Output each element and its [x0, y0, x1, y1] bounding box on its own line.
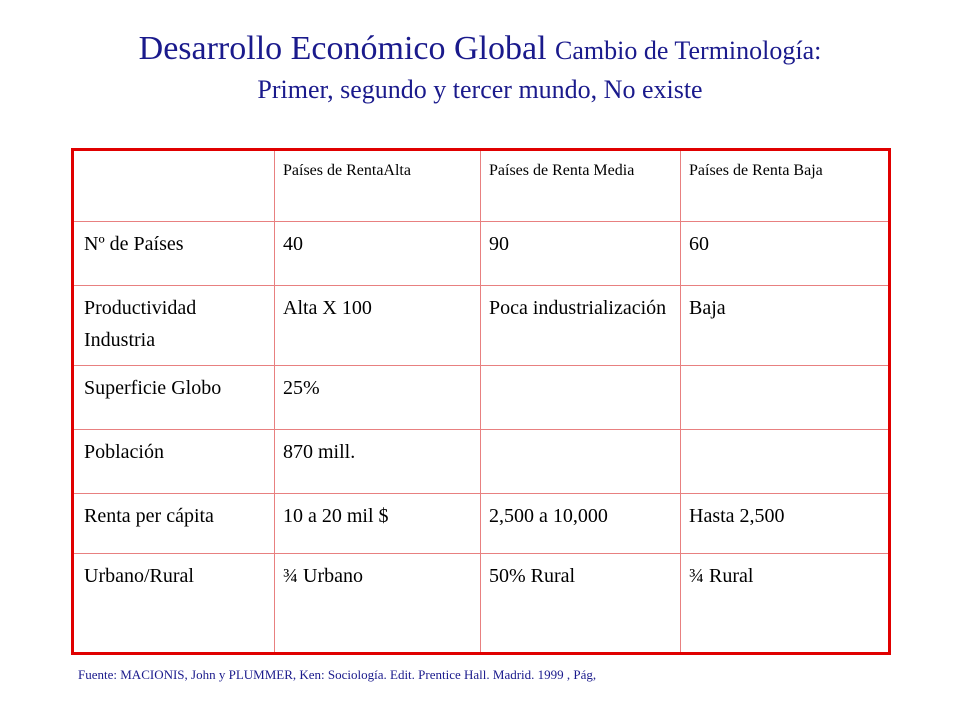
- row-label-productivity: Productividad Industria: [73, 286, 275, 366]
- comparison-table: [71, 148, 891, 655]
- table-header-row: [73, 150, 890, 222]
- table-cell: 60: [681, 222, 890, 286]
- table-cell: 40: [275, 222, 481, 286]
- source-citation: Fuente: MACIONIS, John y PLUMMER, Ken: Sociología. Edit. Prentice Hall. Madrid. 1999 , Pág,: [78, 667, 597, 682]
- title-line-2: Primer, segundo y tercer mundo, No existe: [257, 75, 703, 104]
- table-row: [73, 286, 890, 366]
- table-cell: 10 a 20 mil $: [275, 494, 481, 554]
- table-cell: [681, 430, 890, 494]
- header-cell-empty: [73, 150, 275, 222]
- table-row: [73, 222, 890, 286]
- table-cell: [481, 430, 681, 494]
- table-cell: 25%: [275, 366, 481, 430]
- table-row: [73, 494, 890, 554]
- row-label-urban-rural: Urbano/Rural: [73, 554, 275, 654]
- table-cell: 50% Rural: [481, 554, 681, 654]
- table-cell: Hasta 2,500: [681, 494, 890, 554]
- table-row: [73, 554, 890, 654]
- table-cell: Alta X 100: [275, 286, 481, 366]
- table-cell: 90: [481, 222, 681, 286]
- table-cell: 2,500 a 10,000: [481, 494, 681, 554]
- title-sub: Cambio de Terminología:: [555, 36, 822, 65]
- table-row: [73, 366, 890, 430]
- title-main: Desarrollo Económico Global: [138, 30, 547, 67]
- row-label-surface: Superficie Globo: [73, 366, 275, 430]
- table-cell: [681, 366, 890, 430]
- header-cell-high-income: Países de RentaAlta: [275, 150, 481, 222]
- row-label-income: Renta per cápita: [73, 494, 275, 554]
- title-line-1: [0, 28, 960, 72]
- table-cell: ¾ Rural: [681, 554, 890, 654]
- slide-title: [0, 28, 960, 108]
- table-cell: [481, 366, 681, 430]
- row-label-countries: Nº de Países: [73, 222, 275, 286]
- table-cell: ¾ Urbano: [275, 554, 481, 654]
- row-label-population: Población: [73, 430, 275, 494]
- table-cell: Poca industrialización: [481, 286, 681, 366]
- header-cell-middle-income: Países de Renta Media: [481, 150, 681, 222]
- table-cell: 870 mill.: [275, 430, 481, 494]
- table-cell: Baja: [681, 286, 890, 366]
- table-row: [73, 430, 890, 494]
- header-cell-low-income: Países de Renta Baja: [681, 150, 890, 222]
